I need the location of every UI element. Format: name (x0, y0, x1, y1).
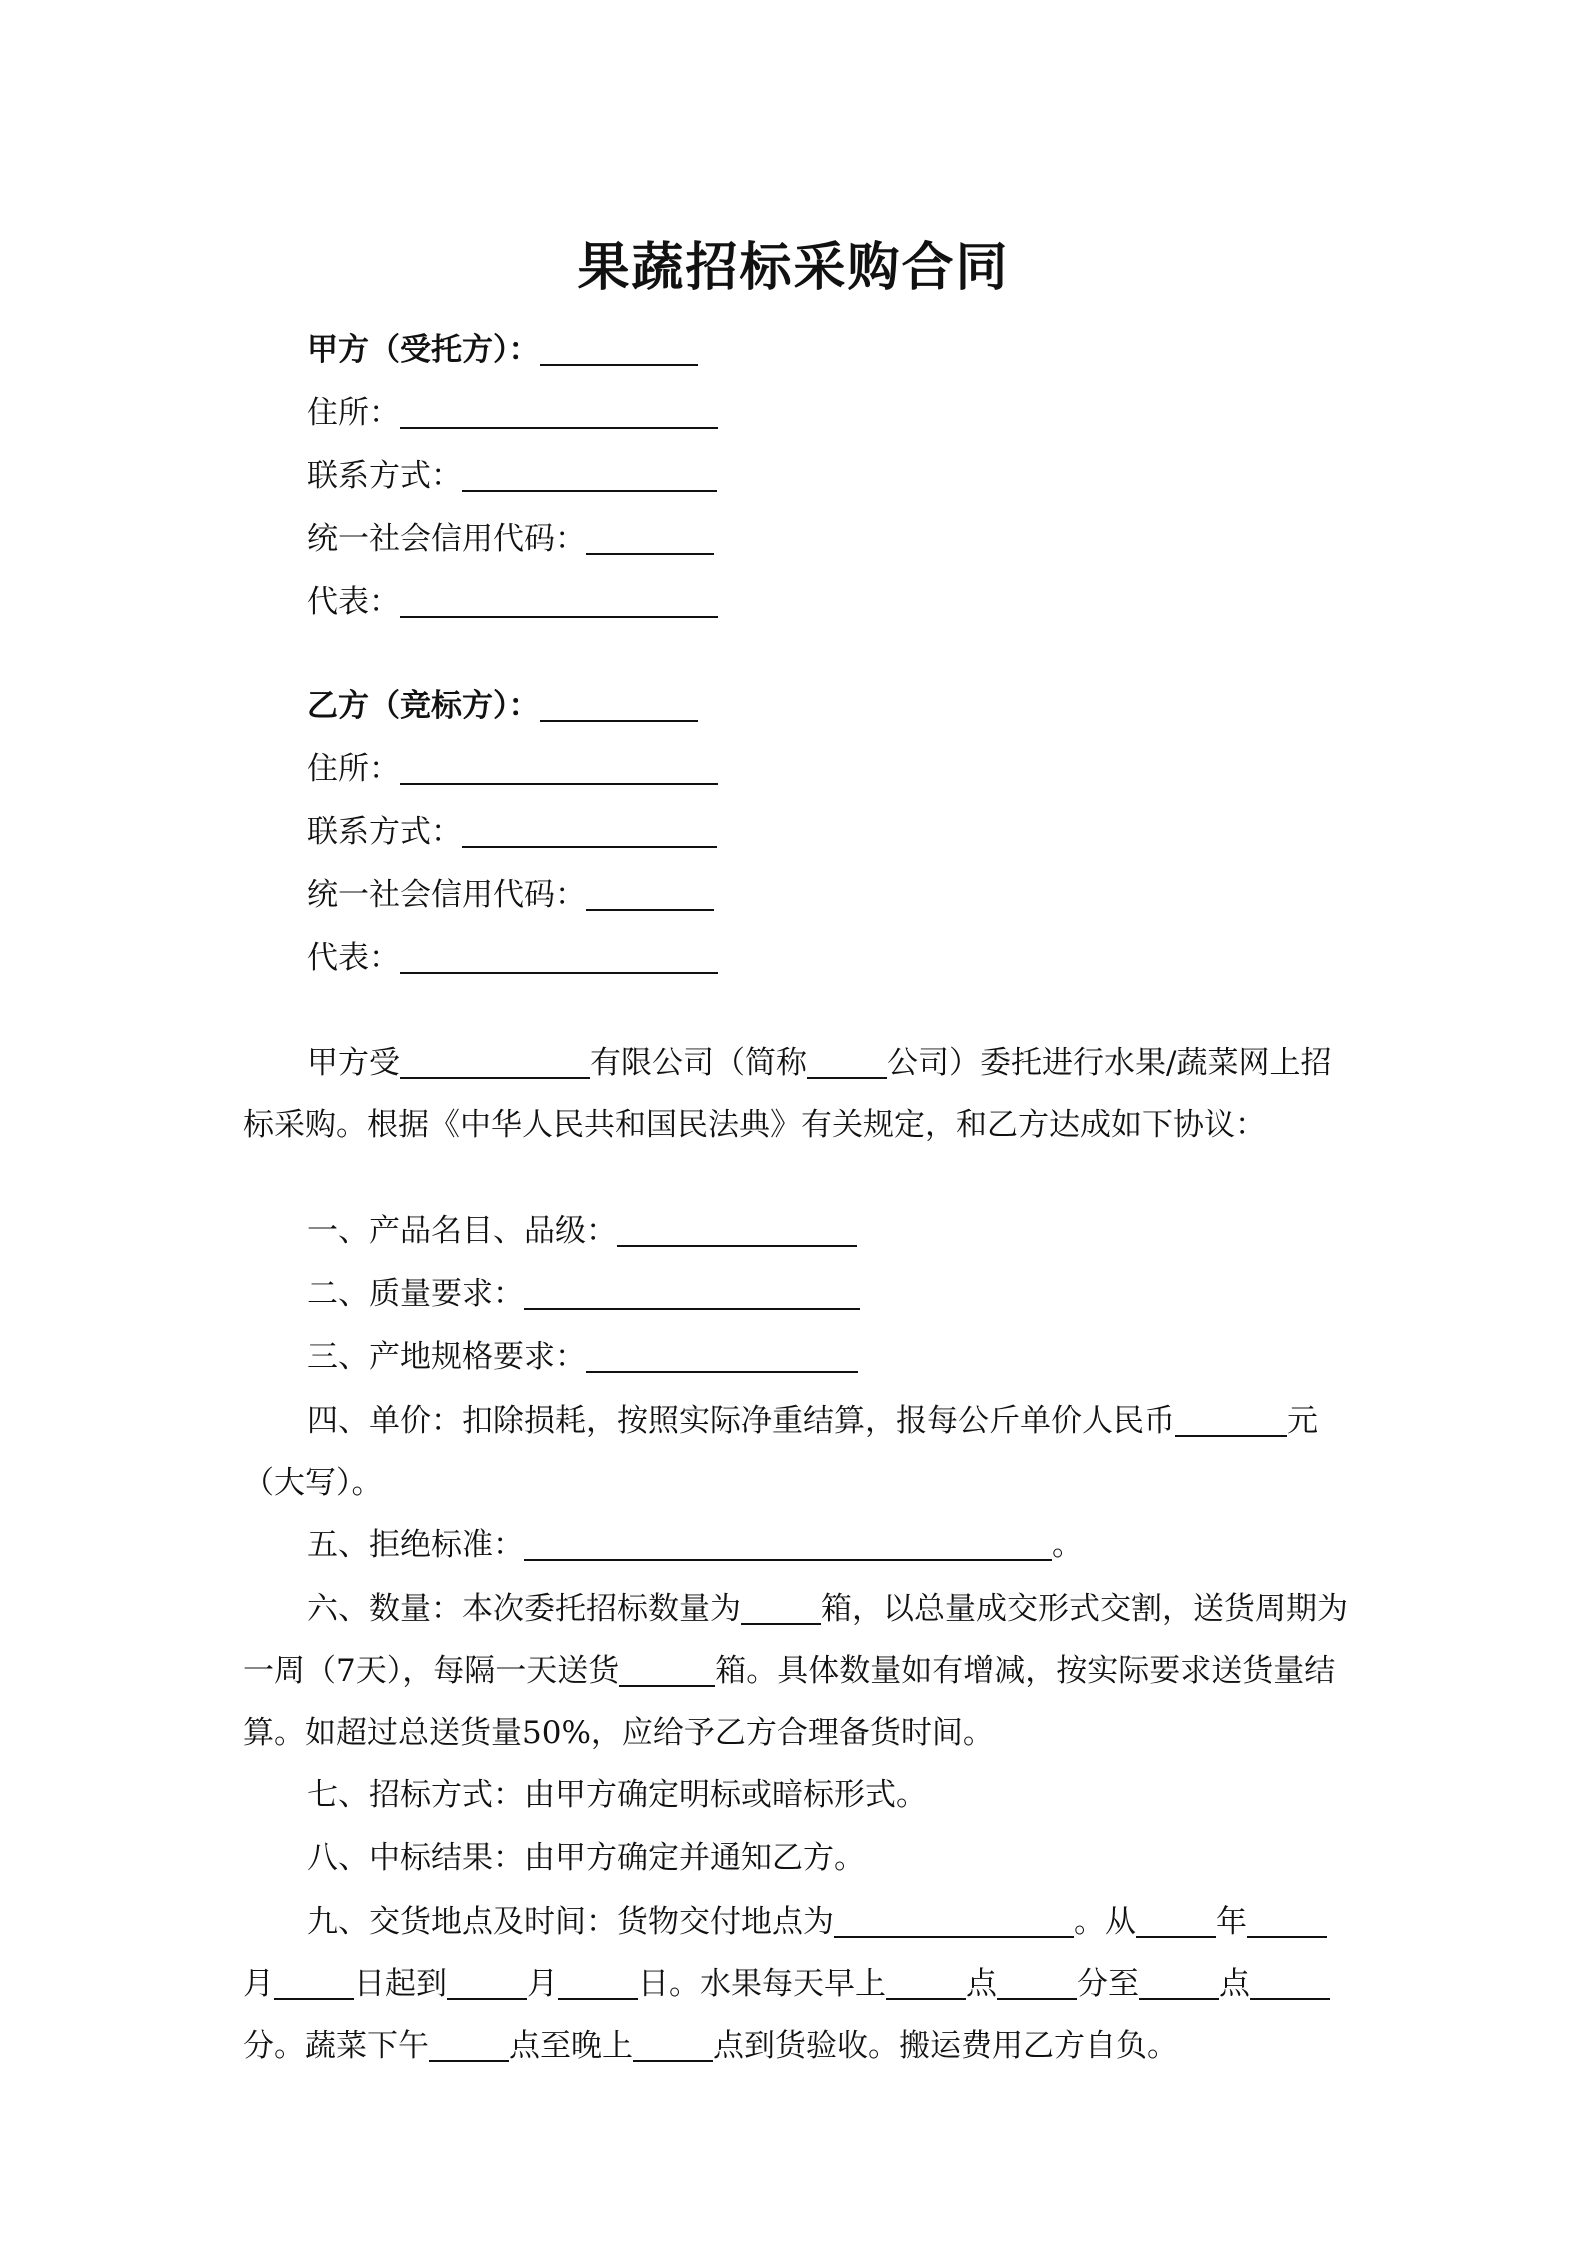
product-name-blank[interactable] (617, 1209, 857, 1247)
clause-2-line (307, 1271, 860, 1317)
party-a-contact-blank[interactable] (462, 454, 717, 492)
clause-6-text-3: 箱。具体数量如有增减，按实际要求送货量结算。如超过总送货量50%，应给予乙方合理备货时间。 (243, 1653, 1336, 1751)
party-b-rep-blank[interactable] (400, 936, 718, 974)
party-b-contact-line (307, 809, 717, 855)
party-a-address-line (307, 390, 718, 436)
party-a-line (307, 327, 698, 373)
party-a-label: 甲方（受托方）： (307, 332, 540, 368)
party-b-address-line (307, 746, 718, 792)
clause-9-text-7: 日。水果每天早上 (638, 1966, 886, 2002)
fruit-end-minute-blank[interactable] (1250, 1962, 1330, 2000)
clause-6-paragraph (243, 1578, 1355, 1764)
clause-9-text-11: 分。蔬菜下午 (243, 2028, 429, 2064)
intro-text-3: 公司）委托进行水果/蔬菜网上招标采购。根据《中华人民共和国民法典》有关规定，和乙方达成如下协议： (243, 1045, 1332, 1143)
clause-9-text-9: 分至 (1077, 1966, 1139, 2002)
clause-1-label: 一、产品名目、品级： (307, 1213, 617, 1249)
party-a-contact-label: 联系方式： (307, 458, 462, 494)
party-a-rep-label: 代表： (307, 584, 400, 620)
clause-5-end: 。 (1052, 1527, 1083, 1563)
clause-9-text-4: 月 (243, 1966, 274, 2002)
end-day-blank[interactable] (558, 1962, 638, 2000)
clause-9-text-1: 九、交货地点及时间：货物交付地点为 (307, 1904, 834, 1940)
clause-9-text-2: 。从 (1074, 1904, 1136, 1940)
party-a-address-blank[interactable] (400, 391, 718, 429)
clause-9-text-10: 点 (1219, 1966, 1250, 2002)
intro-text-2: 有限公司（简称 (590, 1045, 807, 1081)
intro-paragraph (243, 1032, 1355, 1156)
clause-9-text-3: 年 (1216, 1904, 1247, 1940)
party-a-credit-code-label: 统一社会信用代码： (307, 521, 586, 557)
delivery-quantity-blank[interactable] (619, 1649, 715, 1687)
clause-6-text-1: 六、数量：本次委托招标数量为 (307, 1591, 741, 1627)
clause-4-paragraph (243, 1390, 1355, 1514)
clause-6-text-2: 箱，以总量成交形式交割，送货周期为一周（7天），每隔一天送货 (243, 1591, 1348, 1689)
clause-8-line (307, 1835, 865, 1881)
clause-9-text-13: 点到货验收。搬运费用乙方自负。 (713, 2028, 1178, 2064)
party-a-name-blank[interactable] (540, 328, 698, 366)
clause-9-paragraph (243, 1891, 1355, 2077)
party-b-label: 乙方（竞标方）： (307, 688, 540, 724)
party-a-rep-line (307, 579, 718, 625)
clause-5-label: 五、拒绝标准： (307, 1527, 524, 1563)
origin-spec-blank[interactable] (586, 1335, 858, 1373)
fruit-start-hour-blank[interactable] (886, 1962, 966, 2000)
clause-4-text-1: 四、单价：扣除损耗，按照实际净重结算，报每公斤单价人民币 (307, 1403, 1175, 1439)
total-quantity-blank[interactable] (741, 1587, 821, 1625)
reject-standard-blank[interactable] (524, 1523, 1052, 1561)
clause-9-text-8: 点 (966, 1966, 997, 2002)
end-month-blank[interactable] (447, 1962, 527, 2000)
party-b-address-blank[interactable] (400, 747, 718, 785)
clause-9-text-6: 月 (527, 1966, 558, 2002)
party-b-rep-line (307, 935, 718, 981)
party-b-name-blank[interactable] (540, 684, 698, 722)
party-b-credit-code-blank[interactable] (586, 873, 714, 911)
clause-9-text-12: 点至晚上 (509, 2028, 633, 2064)
clause-9-text-5: 日起到 (354, 1966, 447, 2002)
company-abbr-blank[interactable] (807, 1041, 887, 1079)
company-name-blank[interactable] (400, 1041, 590, 1079)
start-day-blank[interactable] (274, 1962, 354, 2000)
clause-3-label: 三、产地规格要求： (307, 1339, 586, 1375)
clause-3-line (307, 1334, 858, 1380)
party-a-credit-code-line (307, 516, 714, 562)
party-b-contact-blank[interactable] (462, 810, 717, 848)
party-a-address-label: 住所： (307, 395, 400, 431)
party-a-contact-line (307, 453, 717, 499)
fruit-end-hour-blank[interactable] (1139, 1962, 1219, 2000)
document-title: 果蔬招标采购合同 (577, 237, 1010, 298)
clause-7-line (307, 1772, 927, 1818)
veg-start-hour-blank[interactable] (429, 2024, 509, 2062)
start-year-blank[interactable] (1136, 1900, 1216, 1938)
party-b-address-label: 住所： (307, 751, 400, 787)
party-b-contact-label: 联系方式： (307, 814, 462, 850)
fruit-start-minute-blank[interactable] (997, 1962, 1077, 2000)
clause-5-line (307, 1522, 1083, 1568)
party-a-credit-code-blank[interactable] (586, 517, 714, 555)
clause-4-text-2: 元（大写）。 (243, 1403, 1318, 1501)
quality-blank[interactable] (524, 1272, 860, 1310)
delivery-place-blank[interactable] (834, 1900, 1074, 1938)
clause-2-label: 二、质量要求： (307, 1276, 524, 1312)
veg-end-hour-blank[interactable] (633, 2024, 713, 2062)
unit-price-blank[interactable] (1175, 1399, 1287, 1437)
party-a-rep-blank[interactable] (400, 580, 718, 618)
clause-8-text: 八、中标结果：由甲方确定并通知乙方。 (307, 1840, 865, 1876)
start-month-blank[interactable] (1247, 1900, 1327, 1938)
party-b-rep-label: 代表： (307, 940, 400, 976)
clause-1-line (307, 1208, 857, 1254)
party-b-credit-code-label: 统一社会信用代码： (307, 877, 586, 913)
party-b-line (307, 683, 698, 729)
intro-text-1: 甲方受 (307, 1045, 400, 1081)
party-b-credit-code-line (307, 872, 714, 918)
clause-7-text: 七、招标方式：由甲方确定明标或暗标形式。 (307, 1777, 927, 1813)
